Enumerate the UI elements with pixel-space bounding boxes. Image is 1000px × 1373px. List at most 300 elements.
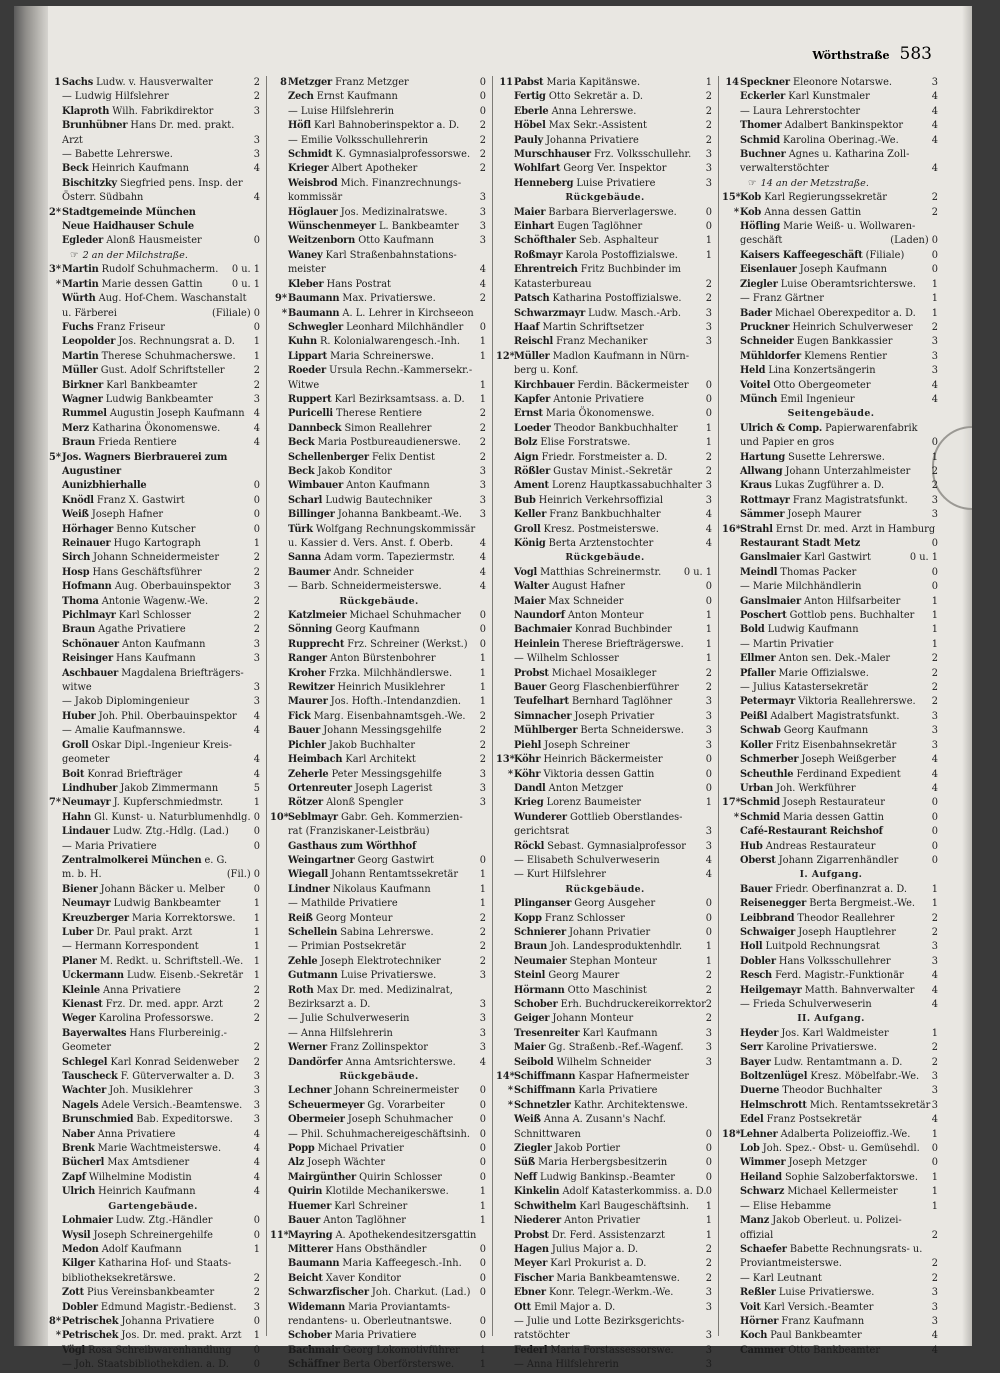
resident-name: Kroher	[288, 667, 326, 679]
resident-name: Tresenreiter	[514, 1027, 580, 1039]
resident-details: Augustin Joseph Kaufmann	[106, 408, 245, 420]
floor-number: 2	[705, 999, 712, 1010]
directory-entry	[722, 1156, 940, 1170]
directory-entry	[44, 422, 262, 436]
resident-details: Johann Unterzahlmeister	[782, 465, 911, 477]
resident-details: u. Färberei	[62, 307, 117, 319]
resident-name: Schmid	[740, 134, 780, 146]
directory-entry	[44, 940, 262, 954]
directory-entry	[722, 1084, 940, 1098]
resident-details: Emil Ingenieur	[777, 393, 855, 405]
resident-name: Leopolder	[62, 336, 116, 348]
floor-number: 3	[705, 739, 712, 751]
resident-name: Speckner	[740, 77, 790, 88]
floor-number: 0	[479, 1243, 486, 1255]
directory-entry	[44, 76, 262, 90]
directory-entry	[496, 451, 714, 465]
directory-entry	[496, 307, 714, 321]
directory-entry	[496, 335, 714, 349]
resident-name: Pichler	[288, 739, 326, 751]
floor-number: 1	[253, 797, 260, 809]
resident-details: Ernst Dr. med. Arzt in Hamburg	[772, 523, 936, 535]
resident-details: Theodor Buchhalter	[779, 1085, 882, 1097]
resident-details: Thomas Packer	[777, 566, 857, 578]
resident-details: Anna Amtsrichterswe.	[342, 1056, 456, 1068]
directory-entry	[44, 883, 262, 897]
floor-number: 2	[479, 293, 486, 305]
floor-number: 1	[931, 1128, 938, 1140]
resident-details: offizial	[740, 1229, 774, 1241]
resident-name: Hartung	[740, 451, 785, 463]
resident-name: Roeder	[288, 365, 326, 377]
floor-number: 4	[479, 552, 486, 564]
directory-entry	[496, 609, 714, 623]
floor-number: 0	[479, 1114, 486, 1126]
floor-number: 0	[479, 1157, 486, 1169]
floor-number: (Fil.) 0	[226, 869, 260, 881]
directory-entry	[270, 451, 488, 465]
resident-details: Karl Bezirksamtsass. a. D.	[331, 393, 465, 405]
floor-number: 2	[705, 465, 712, 477]
resident-name: Zeherle	[288, 768, 329, 780]
floor-number: 2	[253, 77, 260, 88]
directory-entry	[722, 1344, 940, 1358]
resident-name: Sirch	[62, 552, 91, 564]
resident-details: Lukas Zugführer a. D.	[771, 480, 885, 492]
resident-details: Johanna Bankbeamt.-We.	[334, 509, 462, 521]
directory-entry	[270, 1084, 488, 1098]
resident-details: Sophie Salzoberfaktorswe.	[781, 1171, 918, 1183]
resident-details: Johanna Privatiere	[543, 134, 639, 146]
resident-name: Weger	[62, 1013, 96, 1025]
resident-details: — Anna Hilfslehrerin	[288, 1027, 393, 1039]
directory-entry	[270, 249, 488, 263]
directory-entry	[496, 537, 714, 551]
directory-entry	[270, 278, 488, 292]
directory-entry	[722, 623, 940, 637]
resident-details: Papierwarenfabrik	[822, 422, 918, 434]
directory-entry	[722, 307, 940, 321]
street-note-text: 2 an der Milchstraße.	[82, 249, 188, 261]
resident-name: Maurer	[288, 696, 328, 708]
directory-entry	[44, 566, 262, 580]
resident-name: Schaefer	[740, 1243, 787, 1255]
floor-number: 4	[931, 754, 938, 766]
floor-number: 4	[931, 999, 938, 1010]
floor-number: 1	[253, 941, 260, 953]
resident-details: Luise Oberamtsrichterswe.	[777, 278, 916, 290]
floor-number: 2	[479, 163, 486, 175]
floor-number: 0	[931, 581, 938, 593]
floor-number: 3	[931, 1071, 938, 1083]
directory-entry	[270, 1200, 488, 1214]
floor-number: 3	[253, 149, 260, 161]
resident-details: — Elise Hebamme	[740, 1200, 832, 1212]
floor-number: 4	[479, 278, 486, 290]
floor-number: 0	[705, 221, 712, 233]
resident-details: — Julie und Lotte Bezirksgerichts-	[514, 1315, 685, 1327]
resident-details: Adalbert Bankinspektor	[781, 120, 904, 132]
directory-entry	[722, 148, 940, 162]
house-number: 7*	[49, 797, 61, 809]
floor-number: 4	[253, 1186, 260, 1198]
floor-number: 2	[253, 1042, 260, 1054]
directory-entry	[496, 105, 714, 119]
resident-name: Allwang	[740, 465, 783, 477]
house-number: 11*	[270, 1229, 289, 1241]
directory-entry	[270, 1315, 488, 1329]
floor-number: 4	[479, 538, 486, 549]
floor-number: 4	[931, 91, 938, 103]
resident-name: Ganslmaier	[740, 552, 801, 564]
resident-name: Rupprecht	[288, 638, 345, 650]
resident-name: Rottmayr	[740, 494, 790, 506]
floor-number: 3	[253, 1085, 260, 1097]
directory-entry	[722, 162, 940, 176]
directory-entry	[722, 638, 940, 652]
resident-details: Adalbert Magistratsfunkt.	[767, 710, 900, 722]
floor-number: 3	[931, 710, 938, 722]
directory-entry	[270, 580, 488, 594]
resident-details: Maria Kaffeegesch.-Inh.	[339, 1258, 462, 1270]
resident-details: Lorenz Hauptkassabuchhalter	[548, 480, 703, 492]
resident-details: Johann Monteur	[549, 1013, 634, 1025]
resident-details: Anton Privatier	[560, 1215, 641, 1227]
floor-number: 1	[931, 595, 938, 607]
resident-name: Lindner	[288, 883, 330, 895]
floor-number: 3	[705, 177, 712, 189]
directory-entry	[722, 321, 940, 335]
floor-number: 2	[931, 682, 938, 694]
directory-entry	[270, 1229, 488, 1243]
column-4	[722, 76, 940, 1356]
resident-name: Peißl	[740, 710, 768, 722]
resident-name: Brenk	[62, 1143, 95, 1155]
floor-number: 3	[479, 1042, 486, 1054]
floor-number: 0	[479, 321, 486, 333]
resident-name: Höfling	[740, 221, 781, 233]
resident-name: Kilger	[62, 1258, 96, 1270]
resident-name: Oberst	[740, 854, 776, 866]
floor-number: 3	[479, 999, 486, 1010]
resident-details: Georg Gastwirt	[354, 854, 434, 866]
resident-name: Poschert	[740, 610, 787, 622]
resident-details: A. Apothekendesitzersgattin	[332, 1229, 477, 1241]
resident-name: Scheuthle	[740, 768, 794, 780]
resident-name: Schober	[514, 999, 558, 1010]
resident-details: Wilh. Fabrikdirektor	[109, 105, 214, 117]
floor-number: 1	[253, 538, 260, 549]
directory-entry	[270, 234, 488, 248]
floor-number: 4	[253, 1128, 260, 1140]
resident-details: Anton Kaufmann	[118, 638, 206, 650]
directory-entry	[44, 998, 262, 1012]
resident-name: Pauly	[514, 134, 543, 146]
directory-entry	[44, 436, 262, 450]
floor-number: 1	[931, 624, 938, 636]
directory-entry	[722, 494, 940, 508]
resident-details: Schnittwaren	[514, 1128, 581, 1140]
floor-number: 0	[253, 480, 260, 492]
resident-name: Simnacher	[514, 710, 572, 722]
resident-name: Braun	[62, 437, 96, 449]
house-number: 2*	[49, 206, 61, 218]
directory-entry	[722, 105, 940, 119]
directory-entry	[44, 1329, 262, 1343]
floor-number: 2	[479, 912, 486, 924]
resident-name: Weitzenborn	[288, 235, 356, 247]
directory-entry	[496, 1286, 714, 1300]
resident-name: Heiland	[740, 1171, 782, 1183]
floor-number: 1	[705, 1215, 712, 1227]
resident-details: Hans Dr. med. prakt.	[127, 120, 235, 132]
directory-entry	[44, 1358, 262, 1372]
resident-details: rat (Franziskaner-Leistbräu)	[288, 826, 430, 838]
directory-entry	[722, 753, 940, 767]
resident-details: Karl Versich.-Beamter	[760, 1301, 874, 1313]
directory-entry	[496, 263, 714, 277]
resident-details: Gust. Adolf Schriftsteller	[97, 365, 225, 377]
resident-details: Rudolf Schuhmacherm.	[98, 264, 219, 276]
resident-name: Federl	[514, 1344, 548, 1356]
resident-name: Uckermann	[62, 970, 124, 982]
house-number: 16*	[722, 523, 741, 535]
resident-name: Roßmayr	[514, 249, 563, 261]
floor-number: 0 u. 1	[231, 278, 260, 290]
floor-number: 2	[479, 955, 486, 967]
floor-number: 3	[479, 970, 486, 982]
floor-number: 0	[253, 1359, 260, 1371]
resident-name: Voitel	[740, 379, 771, 391]
floor-number: 0	[479, 105, 486, 117]
resident-details: berg u. Konf.	[514, 365, 579, 377]
floor-number: 1	[931, 307, 938, 319]
resident-name: Nagels	[62, 1099, 99, 1111]
floor-number: 1	[931, 293, 938, 305]
resident-details: Maria Schreinerswe.	[326, 350, 434, 362]
directory-entry	[496, 508, 714, 522]
floor-number: 3	[931, 77, 938, 88]
resident-name: Bauer	[740, 883, 773, 895]
resident-name: Keller	[514, 509, 547, 521]
floor-number: 0	[931, 566, 938, 578]
directory-entry	[496, 739, 714, 753]
resident-details: Joh. Musiklehrer	[106, 1085, 193, 1097]
floor-number: 3	[253, 1099, 260, 1111]
resident-name: Ulrich	[62, 1186, 96, 1198]
resident-details: Ferd. Magistr.-Funktionär	[771, 970, 904, 982]
floor-number: 1	[479, 1359, 486, 1371]
resident-name: Heilgemayr	[740, 984, 802, 996]
floor-number: 3	[253, 393, 260, 405]
section-heading: II. Aufgang.	[797, 1013, 865, 1025]
resident-name: Steinl	[514, 970, 546, 982]
resident-details: Anna Privatiere	[94, 1128, 176, 1140]
house-number: *	[733, 811, 739, 823]
resident-name: Dandörfer	[288, 1056, 343, 1068]
resident-details: Antonie Wagenw.-We.	[98, 595, 209, 607]
floor-number: 2	[931, 667, 938, 679]
resident-details: Karl Kaufmann	[579, 1027, 658, 1039]
resident-details: Karl Baugeschäftsinh.	[576, 1200, 690, 1212]
resident-name: Bücherl	[62, 1157, 105, 1169]
directory-entry	[722, 1185, 940, 1199]
directory-entry	[270, 422, 488, 436]
resident-name: Probst	[514, 667, 549, 679]
resident-name: Bischitzky	[62, 177, 117, 189]
resident-details: Hans Postrat	[323, 278, 391, 290]
directory-entry	[270, 479, 488, 493]
floor-number: 1	[479, 682, 486, 694]
floor-number: 4	[479, 581, 486, 593]
directory-entry	[44, 278, 262, 292]
resident-details: Joseph Maurer	[784, 509, 862, 521]
resident-details: M. Redkt. u. Schriftstell.-We.	[96, 955, 244, 967]
resident-details: Joseph Lagerist	[351, 782, 433, 794]
resident-details: — Martin Privatier	[740, 638, 834, 650]
floor-number: 3	[705, 826, 712, 838]
resident-details: Eleonore Notarswe.	[789, 77, 892, 88]
resident-details: Johann Bäcker u. Melber	[97, 883, 225, 895]
resident-name: Vögl	[62, 1344, 86, 1356]
resident-name: Mairgünther	[288, 1171, 357, 1183]
pointing-hand-icon: ☞	[748, 177, 757, 189]
floor-number: 1	[931, 1200, 938, 1212]
directory-entry	[44, 177, 262, 191]
resident-details: Joseph Privatier	[571, 710, 655, 722]
resident-details: Michael Schuhmacher	[346, 610, 461, 622]
resident-name: Scheuermeyer	[288, 1099, 365, 1111]
house-number: 17*	[722, 797, 741, 809]
resident-details: Franz X. Gastwirt	[93, 494, 185, 506]
resident-name: Dobler	[740, 955, 776, 967]
floor-number: 0	[253, 840, 260, 852]
floor-number: 2	[479, 710, 486, 722]
resident-details: geschäft	[740, 235, 783, 247]
resident-details: Joseph Metzger	[785, 1157, 867, 1169]
directory-entry	[44, 854, 262, 868]
floor-number: 3	[479, 797, 486, 809]
directory-entry	[270, 1171, 488, 1185]
floor-number: 0	[705, 206, 712, 218]
floor-number: 3	[931, 494, 938, 506]
directory-entry	[270, 897, 488, 911]
floor-number: 4	[931, 163, 938, 175]
floor-number: 3	[705, 840, 712, 852]
directory-entry	[44, 1070, 262, 1084]
resident-details: Franz Schlosser	[541, 912, 625, 924]
resident-details: Otto Maschinist	[564, 984, 647, 996]
resident-details: Fritz Buchbinder im	[577, 264, 681, 276]
floor-number: 1	[705, 797, 712, 809]
resident-name: Held	[740, 365, 766, 377]
resident-details: Joh. Werkführer	[773, 782, 856, 794]
directory-entry	[44, 955, 262, 969]
directory-entry	[722, 1128, 940, 1142]
directory-entry	[496, 1200, 714, 1214]
resident-details: Johann Rentamtssekretär	[328, 869, 459, 881]
directory-entry	[496, 465, 714, 479]
resident-details: Jos. Hofth.-Intendanzdien.	[327, 696, 462, 708]
directory-entry	[270, 191, 488, 205]
resident-name: Wachter	[62, 1085, 107, 1097]
floor-number: 3	[705, 1301, 712, 1313]
floor-number: 0	[253, 1215, 260, 1227]
directory-entry	[496, 782, 714, 796]
directory-entry	[496, 667, 714, 681]
resident-name: Reßler	[740, 1287, 776, 1299]
floor-number: 0	[253, 235, 260, 247]
directory-entry	[722, 1056, 940, 1070]
resident-name: Dobler	[62, 1301, 98, 1313]
directory-entry	[496, 840, 714, 854]
directory-entry	[722, 1113, 940, 1127]
house-number: 13*	[496, 754, 515, 766]
floor-number: 1	[253, 955, 260, 967]
resident-name: Medon	[62, 1243, 99, 1255]
floor-number: 0	[479, 1287, 486, 1299]
directory-entry	[722, 926, 940, 940]
floor-number: 0	[479, 610, 486, 622]
directory-entry	[44, 479, 262, 493]
resident-name: Meyer	[514, 1258, 548, 1270]
resident-details: Karl Schreiner	[331, 1200, 408, 1212]
floor-number: 0 u. 1	[909, 552, 938, 564]
resident-details: e. G.	[201, 854, 228, 866]
floor-number: 2	[931, 926, 938, 938]
resident-details: Georg Lokomotivführer	[339, 1344, 460, 1356]
directory-entry	[496, 422, 714, 436]
resident-name: Kreuzberger	[62, 912, 129, 924]
resident-name: Merz	[62, 422, 90, 434]
directory-entry	[722, 782, 940, 796]
directory-entry	[496, 825, 714, 839]
directory-entry	[270, 926, 488, 940]
resident-details: Ludwig Bankinsp.-Beamter	[536, 1171, 675, 1183]
resident-name: Brunschmied	[62, 1114, 134, 1126]
floor-number: 0	[931, 1157, 938, 1169]
floor-number: 4	[931, 134, 938, 146]
directory-entry	[496, 623, 714, 637]
resident-name: Ruppert	[288, 393, 332, 405]
floor-number: 1	[705, 955, 712, 967]
resident-name: Schiffmann	[514, 1085, 576, 1097]
directory-entry	[722, 364, 940, 378]
resident-name: Heimbach	[288, 754, 343, 766]
resident-name: Ortenreuter	[288, 782, 352, 794]
directory-entry	[270, 393, 488, 407]
directory-entry	[496, 753, 714, 767]
floor-number: 2	[479, 134, 486, 146]
floor-number: 3	[479, 1027, 486, 1039]
directory-entry	[270, 782, 488, 796]
resident-details: Kaspar Hafnermeister	[575, 1071, 689, 1083]
floor-number: 3	[479, 206, 486, 218]
resident-name: Rößler	[514, 465, 551, 477]
directory-entry	[270, 883, 488, 897]
resident-name: Lehner	[740, 1128, 778, 1140]
section-heading: Seitengebäude.	[787, 408, 875, 420]
floor-number: 2	[253, 624, 260, 636]
directory-entry	[496, 1070, 714, 1084]
floor-number: 0	[253, 321, 260, 333]
resident-name: Groll	[514, 523, 541, 535]
directory-entry	[496, 364, 714, 378]
resident-details: Maria Herbergsbesitzerin	[535, 1157, 668, 1169]
floor-number: 3	[931, 1287, 938, 1299]
resident-details: Erh. Buchdruckereikorrektor	[557, 999, 706, 1010]
directory-entry	[44, 796, 262, 810]
